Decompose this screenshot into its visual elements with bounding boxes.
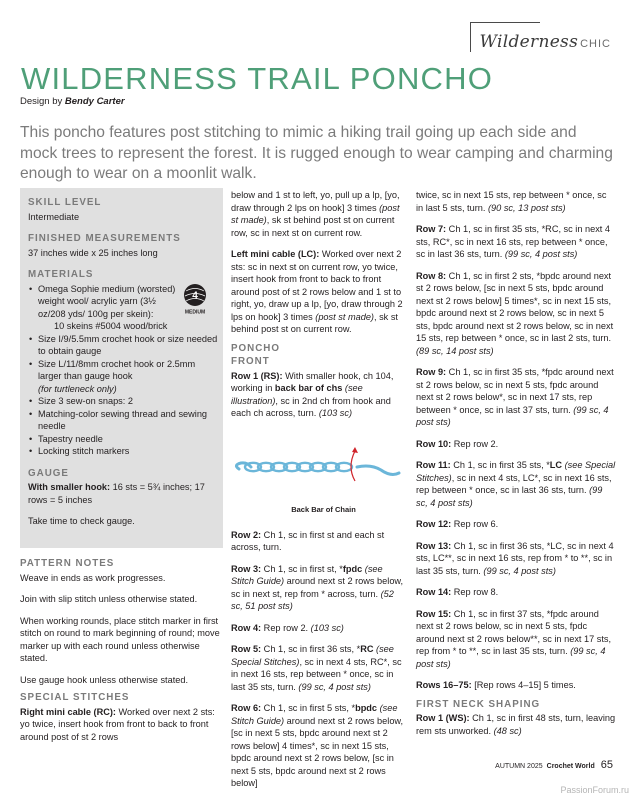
pattern-notes-heading: PATTERN NOTES — [20, 558, 115, 569]
measurements-heading: FINISHED MEASUREMENTS — [28, 233, 181, 244]
magazine-name: Crochet World — [546, 763, 595, 770]
back-bar-chain-illustration — [231, 437, 408, 497]
pattern-row: Row 14: Rep row 8. — [416, 587, 499, 597]
front-heading: FRONT — [231, 356, 270, 367]
pattern-row: Row 7: Ch 1, sc in first 35 sts, *RC, sc in next 4 sts, RC*, sc in next 16 sts, rep between * once, sc in last 36 sts, turn. (99 sc, 4 post sts) — [416, 224, 611, 259]
special-stitches-heading: SPECIAL STITCHES — [20, 692, 130, 703]
gauge-section — [28, 468, 218, 528]
issue-label: AUTUMN 2025 — [495, 763, 543, 770]
lc-definition: Left mini cable (LC): Worked over next 2 sts: sc in next st on current row, yo twice, insert hook from front to back to front around post of st 2 rows below and 1 st to right, yo, draw up a lp, [yo, draw through 2 lps on hook] 3 times (post st made), sk st behind post st on current row. — [231, 249, 403, 334]
pattern-row: Row 11: Ch 1, sc in first 35 sts, *LC (see Special Stitches), sc in next 4 sts, LC*, sc in next 16 sts, rep between * once, sc in last 36 sts, turn. (99 sc, 4 post sts) — [416, 460, 616, 508]
yarn-weight-label: MEDIUM — [184, 309, 206, 315]
list-item: • Tapestry needle — [28, 433, 218, 446]
yarn-weight-number: 4 — [192, 290, 198, 301]
arrow-head-icon — [352, 447, 358, 453]
pattern-row: Rows 16–75: [Rep rows 4–15] 5 times. — [416, 680, 576, 690]
list-item: • Size I/9/5.5mm crochet hook or size needed to obtain gauge — [28, 333, 218, 358]
chain-caption: Back Bar of Chain — [291, 505, 356, 514]
pattern-row: Row 2: Ch 1, sc in first st and each st across, turn. — [231, 529, 385, 552]
list-item: • Size L/11/8mm crochet hook or 2.5mm larger than gauge hook (for turtleneck only) — [28, 358, 218, 396]
col3-rows — [416, 189, 616, 692]
pattern-row: Row 10: Rep row 2. — [416, 438, 499, 449]
pattern-row: Row 5: Ch 1, sc in first 36 sts, *RC (see Special Stitches), sc in next 4 sts, RC*, sc in next 16 sts, rep between * once, sc in last 35 sts, turn. (99 sc, 4 post sts) — [231, 644, 402, 692]
pattern-row: Row 15: Ch 1, sc in first 37 sts, *fpdc around next st 2 rows below, sc in next 5 sts, fpdc around next st 2 rows below**, sc in next 17 sts, rep from * to **, sc in last 35 sts, turn. (99 sc, 4 post sts) — [416, 608, 612, 669]
byline: Design by Bendy Carter — [20, 96, 125, 107]
column-3 — [416, 189, 616, 746]
page-number: 65 — [600, 759, 613, 771]
skill-level-value: Intermediate — [28, 211, 80, 222]
pattern-row: Row 9: Ch 1, sc in first 35 sts, *fpdc around next st 2 rows below, sc in next 5 sts, fpdc around next st 2 rows below*, sc in next 17 sts, rep between * once, sc in last 37 sts, turn. (99 sc, 4 post sts) — [416, 367, 614, 427]
brand-chic: CHIC — [580, 38, 611, 50]
list-item: • Omega Sophie medium (worsted) weight wool/ acrylic yarn (3½ oz/208 yds/ 100g per skein): 10 skeins #5004 wood/brick — [28, 283, 218, 333]
list-item: • Matching-color sewing thread and sewing needle — [28, 408, 218, 433]
column-2 — [231, 189, 408, 799]
gauge-heading: GAUGE — [28, 467, 69, 479]
poncho-heading: PONCHO — [231, 342, 281, 354]
skein-detail: 10 skeins #5004 wood/brick — [54, 321, 168, 331]
page-footer — [495, 759, 613, 771]
row-1: Row 1 (RS): With smaller hook, ch 104, working in back bar of chs (see illustration), sc in 2nd ch from hook and each ch across, turn. (103 sc) — [231, 370, 394, 418]
materials-list — [28, 283, 218, 458]
skill-level-section — [28, 197, 218, 223]
column-1-lower — [20, 558, 223, 752]
pattern-row: Row 8: Ch 1, sc in first 2 sts, *bpdc around next st 2 rows below, [sc in next 5 sts, bpdc around next st 2 rows below] 5 times*, sc in next 15 sts, bpdc around next st 2 rows below, sc in next 5 sts, bpdc around next st 2 rows below, sc in next 15 sts, rep between * once, sc in last 2 sts, turn. (89 sc, 14 post sts) — [416, 270, 614, 356]
pattern-note: Join with slip stitch unless otherwise stated. — [20, 594, 198, 604]
list-item: • Size 3 sew-on snaps: 2 — [28, 395, 218, 408]
pattern-note: Weave in ends as work progresses. — [20, 572, 166, 583]
pattern-note: When working rounds, place stitch marker in first stitch on round to mark beginning of round; move marker up with each round unless otherwise stated. — [20, 615, 220, 663]
column-1 — [28, 197, 218, 538]
materials-section — [28, 269, 218, 458]
pattern-row: Row 13: Ch 1, sc in first 36 sts, *LC, sc in next 4 sts, LC**, sc in next 16 sts, rep from * to **, sc in last 35 sts, turn. (99 sc, 4 post sts) — [416, 540, 614, 576]
first-neck-shaping-heading: FIRST NECK SHAPING — [416, 698, 541, 710]
watermark: PassionForum.ru — [560, 785, 629, 795]
list-item: • Locking stitch markers — [28, 445, 218, 458]
rc-definition: Right mini cable (RC): Worked over next 2 sts: yo twice, insert hook from front to back to front around post of st 2 rows — [20, 706, 215, 742]
gauge-note: Take time to check gauge. — [28, 516, 135, 526]
intro-paragraph: This poncho features post stitching to mimic a hiking trail going up each side and mock trees to represent the forest. It is rugged enough to wear camping and charming enough to wear on a moonlit walk. — [20, 124, 613, 182]
pattern-row: twice, sc in next 15 sts, rep between * once, sc in last 5 sts, turn. (90 sc, 13 post sts) — [416, 190, 607, 213]
measurements-section — [28, 233, 218, 259]
skill-level-heading: SKILL LEVEL — [28, 197, 102, 208]
pattern-note: Use gauge hook unless otherwise stated. — [20, 674, 189, 685]
turtleneck-note: (for turtleneck only) — [38, 383, 117, 394]
brand-script: Wilderness — [479, 32, 579, 52]
pattern-title: WILDERNESS TRAIL PONCHO — [21, 61, 494, 96]
neck-row-1: Row 1 (WS): Ch 1, sc in first 48 sts, turn, leaving rem sts unworked. (48 sc) — [416, 713, 616, 736]
gauge-text: With smaller hook: 16 sts = 5¾ inches; 17 rows = 5 inches — [28, 482, 205, 505]
pattern-row: Row 6: Ch 1, sc in first 5 sts, *bpdc (see Stitch Guide) around next st 2 rows below, [sc in next 5 sts, bpdc around next st 2 rows below] 4 times*, sc in next 15 sts, bpdc around next st 2 rows below, [sc in next 5 sts, bpdc around next st 2 rows below] — [231, 703, 404, 788]
pattern-row: Row 4: Rep row 2. (103 sc) — [231, 622, 344, 633]
rc-definition-continued: below and 1 st to left, yo, pull up a lp, [yo, draw through 2 lps on hook] 3 times (post st made), sk st behind post st on current row, sc in next st on current row. — [231, 190, 400, 238]
magazine-section-brand — [480, 22, 611, 52]
designer-name: Bendy Carter — [64, 96, 125, 107]
pattern-row: Row 12: Rep row 6. — [416, 519, 499, 529]
materials-heading: MATERIALS — [28, 269, 94, 280]
pattern-row: Row 3: Ch 1, sc in first st, *fpdc (see Stitch Guide) around next st 2 rows below, sc in next st, rep from * across, turn. (52 sc, 51 post sts) — [231, 563, 404, 611]
chain-working-yarn — [357, 466, 399, 474]
measurements-value: 37 inches wide x 25 inches long — [28, 247, 158, 258]
col2-rows — [231, 529, 408, 790]
